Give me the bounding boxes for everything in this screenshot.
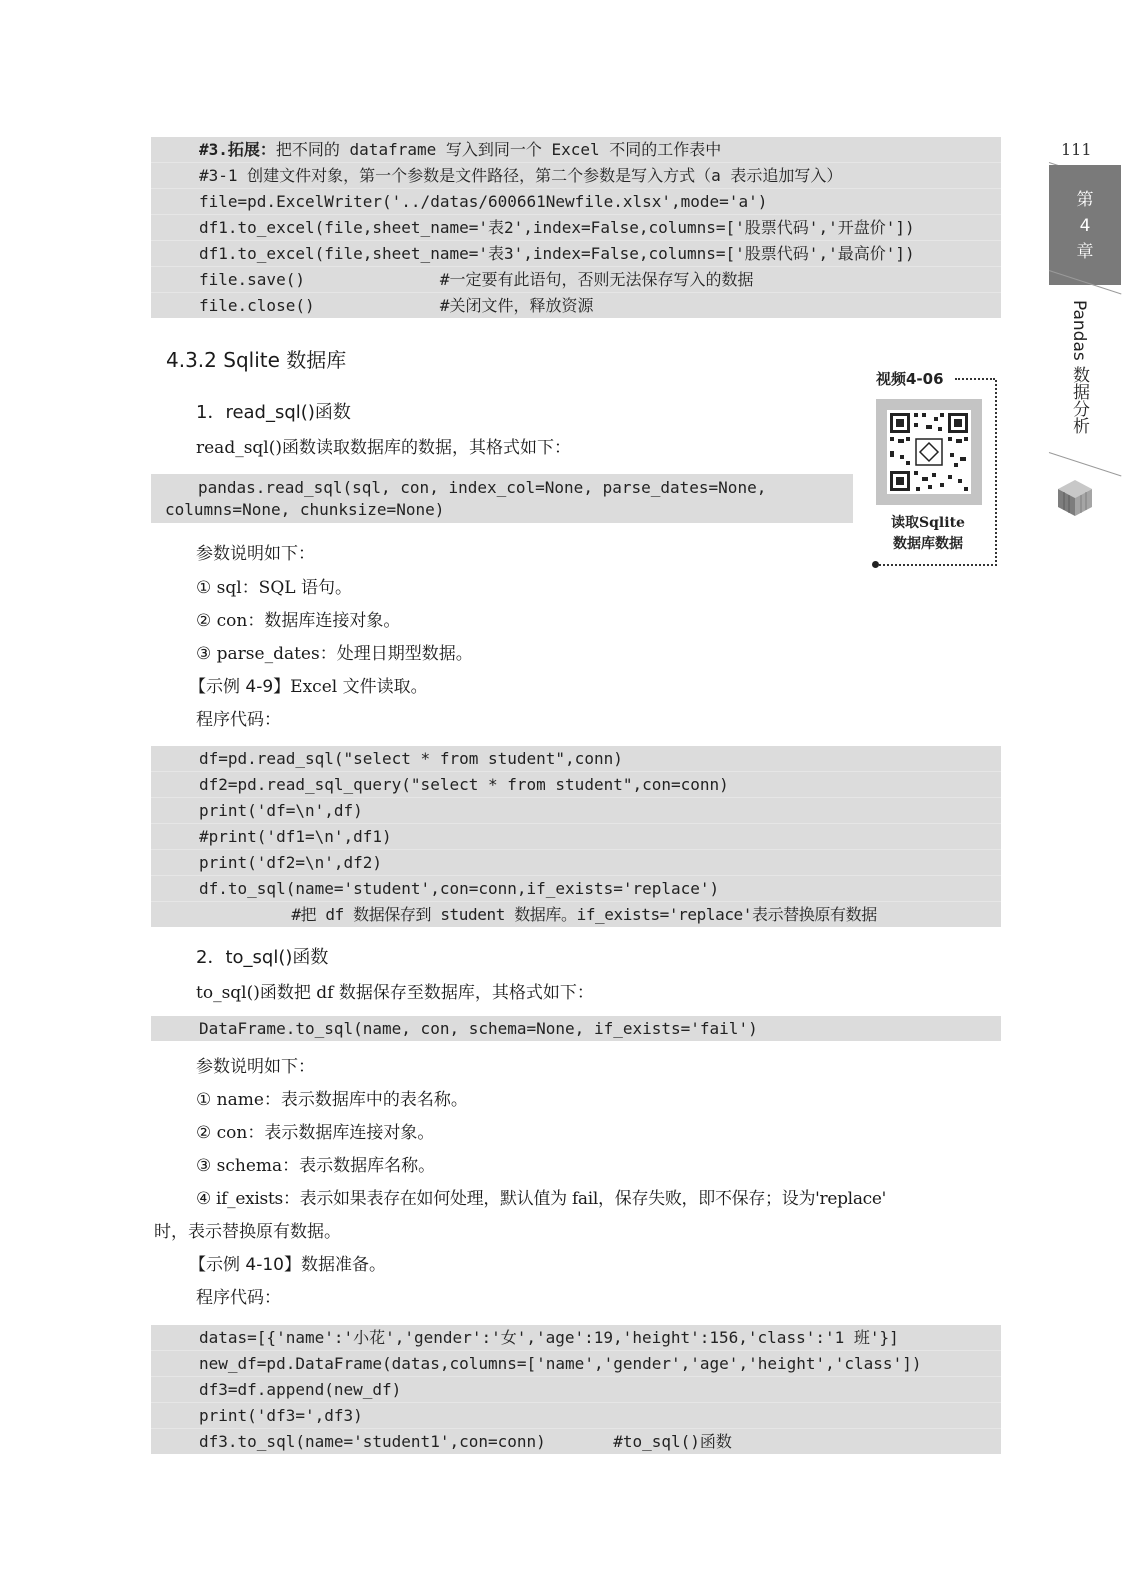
- code-line: DataFrame.to_sql(name, con, schema=None, if_exists='fail'): [199, 1019, 758, 1038]
- code-line: #3-1 创建文件对象，第一个参数是文件路径，第二个参数是写入方式（a 表示追加写入）: [151, 163, 1001, 189]
- chapter-tab: [1049, 165, 1121, 285]
- code-bold: #3.拓展：: [199, 140, 276, 159]
- code-line: file.close() #关闭文件，释放资源: [199, 296, 594, 315]
- code-text: 把不同的 dataframe 写入到同一个 Excel 不同的工作表中: [275, 140, 722, 159]
- param-item: ④ if_exists：表示如果表存在如何处理，默认值为 fail，保存失败，即不保存；设为'replace': [196, 1189, 887, 1209]
- chapter-tab-line: 4: [1079, 216, 1091, 236]
- code-line: print('df3=',df3): [151, 1403, 1001, 1429]
- code-line: datas=[{'name':'小花','gender':'女','age':19,'height':156,'class':'1 班'}]: [151, 1325, 1001, 1351]
- cube-icon: [1055, 478, 1095, 518]
- code-block-excel-writer: [151, 137, 1001, 318]
- code-line: df2=pd.read_sql_query("select * from student",con=conn): [151, 772, 1001, 798]
- code-line: df1.to_excel(file,sheet_name='表3',index=False,columns=['股票代码','最高价']): [151, 241, 1001, 267]
- param-item: ② con：数据库连接对象。: [196, 611, 401, 631]
- code-line: [151, 137, 1001, 163]
- chapter-tab-line: 第: [1076, 190, 1094, 210]
- chapter-tab-line: 章: [1076, 242, 1094, 262]
- example-line: [189, 675, 428, 699]
- code-line: df.to_sql(name='student',con=conn,if_exists='replace'): [151, 876, 1001, 902]
- param-item: ③ parse_dates：处理日期型数据。: [196, 644, 473, 664]
- video-caption: [880, 513, 976, 555]
- paragraph: read_sql()函数读取数据库的数据，其格式如下：: [196, 438, 572, 458]
- paragraph: 程序代码：: [196, 710, 281, 730]
- paragraph: to_sql()函数把 df 数据保存至数据库，其格式如下：: [196, 983, 594, 1003]
- code-block-read-sql-signature: [151, 474, 853, 523]
- page-number: 111: [1061, 140, 1092, 159]
- code-line: print('df2=\n',df2): [151, 850, 1001, 876]
- subsection-heading: 1．read_sql()函数: [196, 402, 351, 423]
- code-block-data-prep: [151, 1325, 1001, 1454]
- video-caption-line: 数据库数据: [893, 536, 963, 552]
- code-line: df1.to_excel(file,sheet_name='表2',index=False,columns=['股票代码','开盘价']): [151, 215, 1001, 241]
- qr-code[interactable]: [876, 399, 982, 505]
- param-item: ① name：表示数据库中的表名称。: [196, 1090, 468, 1110]
- code-line: #把 df 数据保存到 student 数据库。if_exists='replace'表示替换原有数据: [199, 905, 877, 924]
- code-line: print('df=\n',df): [151, 798, 1001, 824]
- code-line: columns=None, chunksize=None): [165, 500, 445, 519]
- subsection-heading: 2．to_sql()函数: [196, 947, 329, 968]
- code-line: #print('df1=\n',df1): [151, 824, 1001, 850]
- video-label: 视频4-06: [876, 368, 948, 389]
- code-line: file.save() #一定要有此语句，否则无法保存写入的数据: [151, 267, 1001, 293]
- code-line: df=pd.read_sql("select * from student",conn): [151, 746, 1001, 772]
- paragraph: 参数说明如下：: [196, 1057, 315, 1077]
- section-heading: 4.3.2 Sqlite 数据库: [166, 348, 347, 372]
- code-block-to-sql-signature: [151, 1016, 1001, 1041]
- code-line: pandas.read_sql(sql, con, index_col=None, parse_dates=None,: [198, 478, 767, 497]
- example-tag: 【示例 4-9】: [189, 677, 291, 697]
- divider: [1049, 452, 1122, 476]
- side-title: Pandas 数据分析: [1069, 300, 1089, 435]
- paragraph: 时，表示替换原有数据。: [154, 1222, 341, 1242]
- param-item: ② con：表示数据库连接对象。: [196, 1123, 435, 1143]
- code-line: df3.to_sql(name='student1',con=conn) #to_sql()函数: [199, 1432, 732, 1451]
- code-line: file=pd.ExcelWriter('../datas/600661Newfile.xlsx',mode='a'): [151, 189, 1001, 215]
- code-block-read-sql-example: [151, 746, 1001, 927]
- example-line: [189, 1253, 386, 1277]
- divider: [955, 378, 995, 380]
- example-text: 数据准备。: [301, 1255, 386, 1275]
- code-line: df3=df.append(new_df): [151, 1377, 1001, 1403]
- param-item: ① sql：SQL 语句。: [196, 578, 352, 598]
- paragraph: 程序代码：: [196, 1288, 281, 1308]
- example-text: Excel 文件读取。: [290, 677, 428, 697]
- code-line: new_df=pd.DataFrame(datas,columns=['name','gender','age','height','class']): [151, 1351, 1001, 1377]
- video-caption-line: 读取Sqlite: [891, 515, 965, 531]
- paragraph: 参数说明如下：: [196, 544, 315, 564]
- param-item: ③ schema：表示数据库名称。: [196, 1156, 436, 1176]
- example-tag: 【示例 4-10】: [189, 1255, 301, 1275]
- bullet-dot: [872, 561, 879, 568]
